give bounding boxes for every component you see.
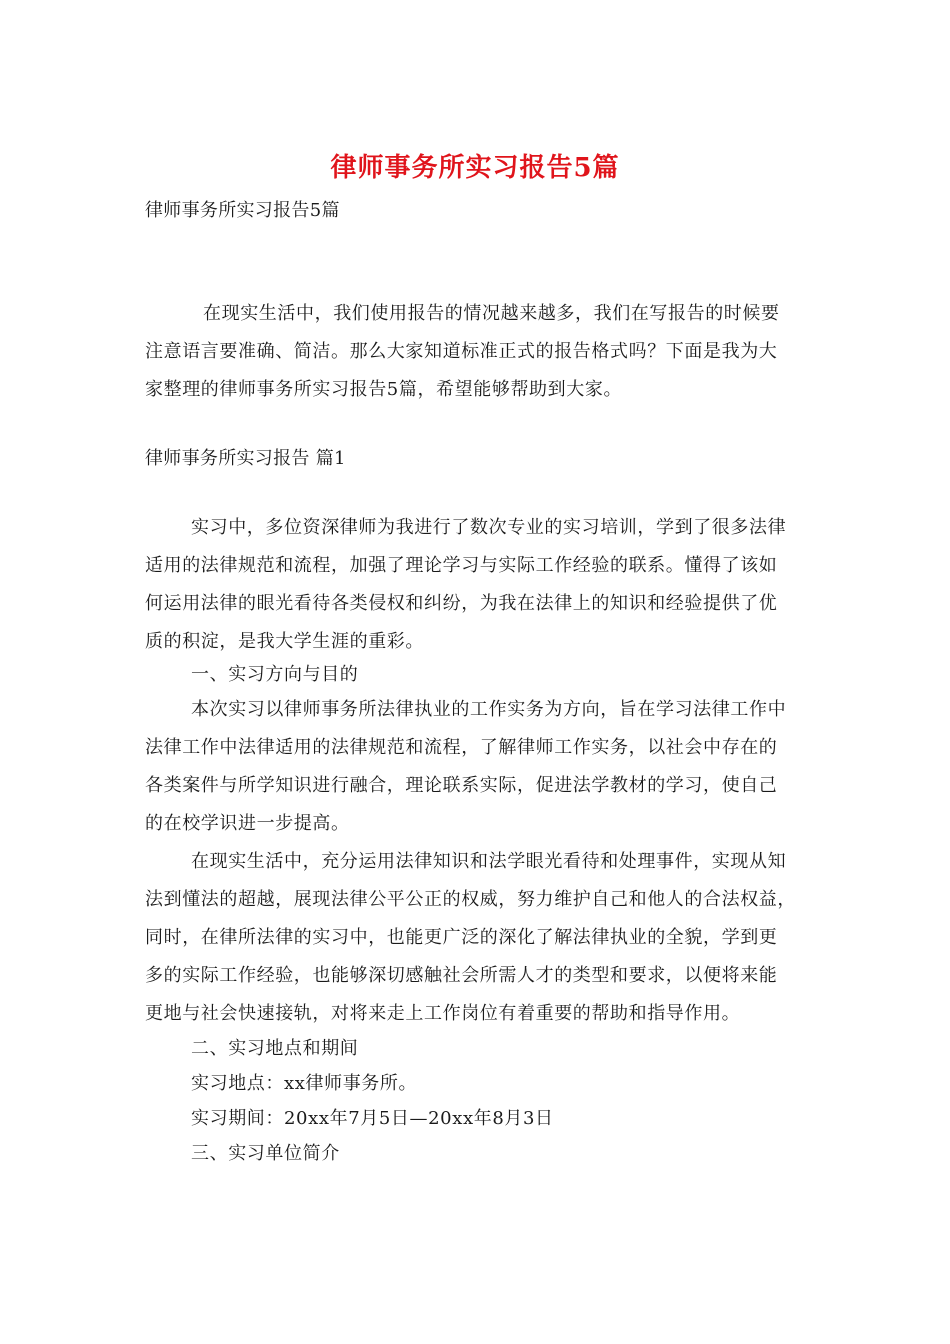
intro-line: 家整理的律师事务所实习报告5篇，希望能够帮助到大家。 <box>145 379 623 400</box>
intro-line: 注意语言要准确、简洁。那么大家知道标准正式的报告格式吗？下面是我为大 <box>145 341 778 362</box>
paragraph-line: 适用的法律规范和流程，加强了理论学习与实际工作经验的联系。懂得了该如 <box>145 555 778 576</box>
document-title: 律师事务所实习报告5篇 <box>330 153 620 183</box>
section-heading: 一、实习方向与目的 <box>191 664 359 685</box>
paragraph-line: 在现实生活中，充分运用法律知识和法学眼光看待和处理事件，实现从知 <box>191 851 787 872</box>
paragraph-line: 更地与社会快速接轨，对将来走上工作岗位有着重要的帮助和指导作用。 <box>145 1003 741 1024</box>
paragraph-line: 的在校学识进一步提高。 <box>145 813 350 834</box>
paragraph-line: 本次实习以律师事务所法律执业的工作实务为方向，旨在学习法律工作中 <box>191 699 787 720</box>
paragraph-line: 多的实际工作经验，也能够深切感触社会所需人才的类型和要求，以便将来能 <box>145 965 778 986</box>
paragraph-line: 何运用法律的眼光看待各类侵权和纠纷，为我在法律上的知识和经验提供了优 <box>145 593 778 614</box>
paragraph-line: 法律工作中法律适用的法律规范和流程，了解律师工作实务，以社会中存在的 <box>145 737 778 758</box>
section-heading: 二、实习地点和期间 <box>191 1038 359 1059</box>
paragraph-line: 实习中，多位资深律师为我进行了数次专业的实习培训，学到了很多法律 <box>191 517 787 538</box>
intro-line: 在现实生活中，我们使用报告的情况越来越多，我们在写报告的时候要 <box>203 303 780 324</box>
internship-period: 实习期间：20xx年7月5日—20xx年8月3日 <box>191 1108 554 1129</box>
paragraph-line: 各类案件与所学知识进行融合，理论联系实际，促进法学教材的学习，使自己 <box>145 775 778 796</box>
paragraph-line: 法到懂法的超越，展现法律公平公正的权威，努力维护自己和他人的合法权益， <box>145 889 796 910</box>
section-heading: 三、实习单位简介 <box>191 1143 340 1164</box>
internship-location: 实习地点：xx律师事务所。 <box>191 1073 418 1094</box>
section-title: 律师事务所实习报告 篇1 <box>145 448 346 469</box>
paragraph-line: 质的积淀，是我大学生涯的重彩。 <box>145 631 424 652</box>
paragraph-line: 同时，在律所法律的实习中，也能更广泛的深化了解法律执业的全貌，学到更 <box>145 927 778 948</box>
document-subtitle: 律师事务所实习报告5篇 <box>145 200 340 221</box>
